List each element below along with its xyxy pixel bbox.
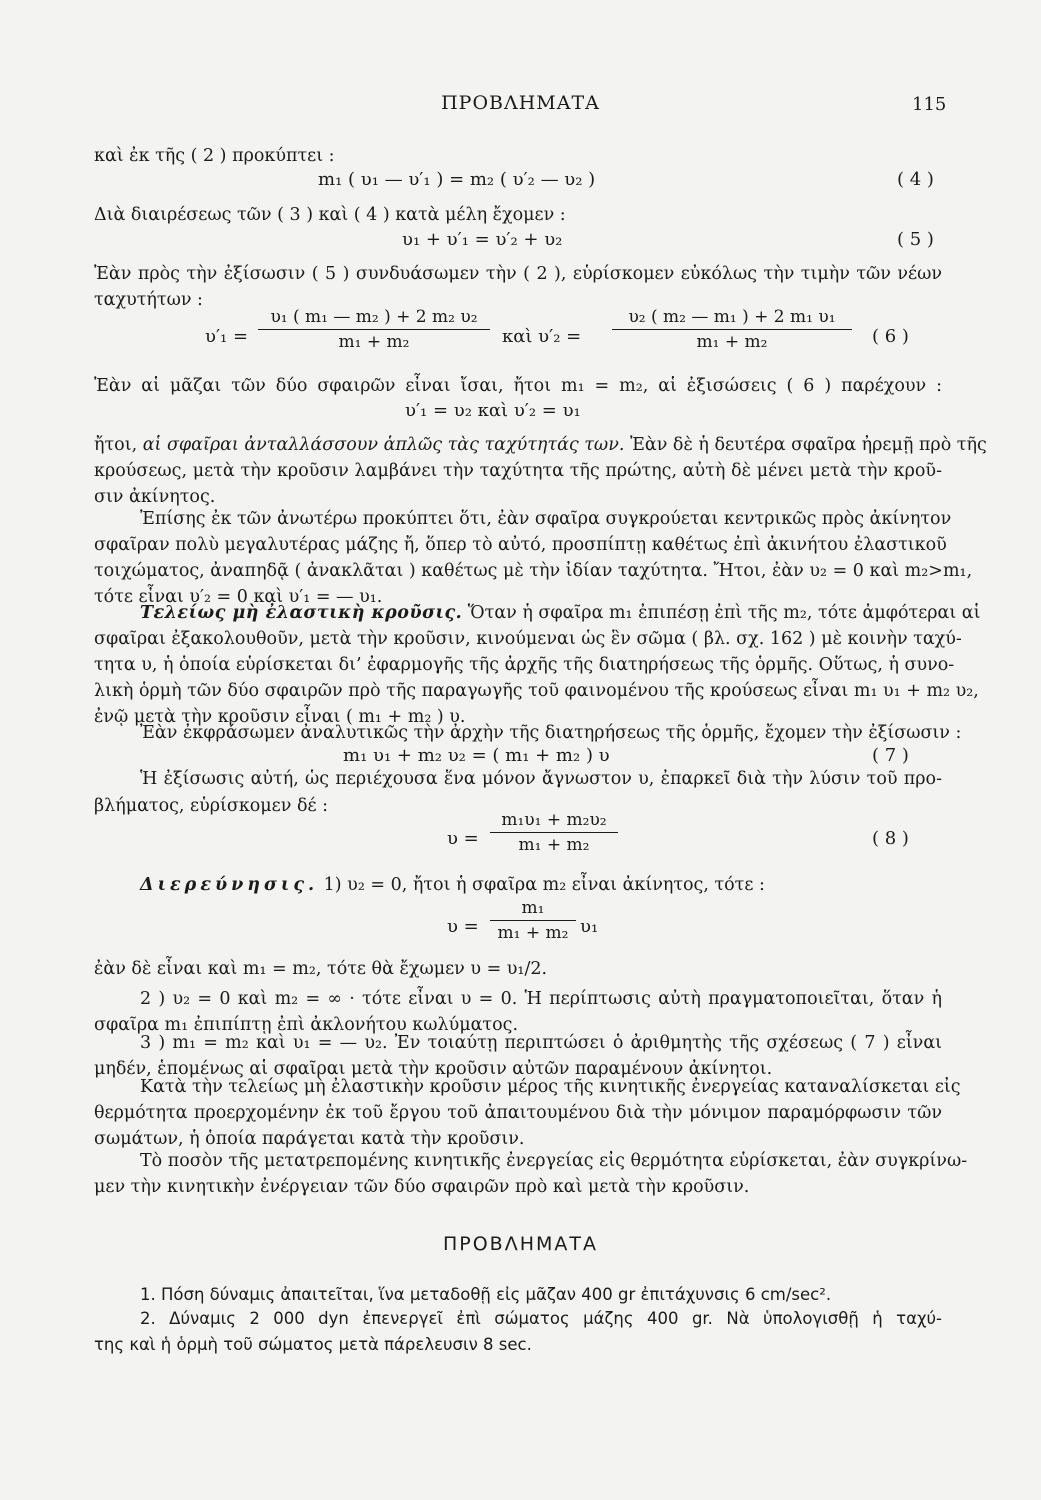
text-line: λικὴ ὁρμὴ τῶν δύο σφαιρῶν πρὸ τῆς παραγωγῆς τοῦ φαινομένου τῆς κρούσεως εἶναι m₁ υ₁ + m₂ υ₂, [94, 681, 979, 701]
text-line: σωμάτων, ἡ ὁποία παράγεται κατὰ τὴν κροῦσιν. [94, 1129, 525, 1149]
text-line: καὶ ἐκ τῆς ( 2 ) προκύπτει : [94, 146, 335, 166]
section-heading: Διερεύνησις. [140, 875, 319, 895]
equation-9-lhs: υ = [447, 916, 479, 937]
page-number: 115 [912, 94, 947, 115]
equation-number: ( 4 ) [897, 169, 934, 190]
text-line: σφαῖραι ἐξακολουθοῦν, μετὰ τὴν κροῦσιν, κινούμεναι ὡς ἓν σῶμα ( βλ. σχ. 162 ) μὲ κοινὴν ταχύ- [94, 629, 962, 649]
text-line: Διερεύνησις. 1) υ₂ = 0, ἤτοι ἡ σφαῖρα m₂ εἶναι ἀκίνητος, τότε : [140, 875, 765, 895]
problem-2: 2. Δύναμις 2 000 dyn ἐπενεργεῖ ἐπὶ σώματος μάζης 400 gr. Νὰ ὑπολογισθῇ ἡ ταχύ- [140, 1309, 942, 1328]
equation-equal-masses: υ′₁ = υ₂ καὶ υ′₂ = υ₁ [405, 400, 581, 421]
text-line: Ἐὰν πρὸς τὴν ἐξίσωσιν ( 5 ) συνδυάσωμεν τὴν ( 2 ), εὑρίσκομεν εὐκόλως τὴν τιμὴν τῶν νέων [94, 264, 942, 284]
equation-8-fraction [490, 810, 618, 855]
equation-number: ( 7 ) [872, 745, 909, 766]
equation-number: ( 6 ) [872, 326, 909, 347]
problems-heading: ΠΡΟΒΛΗΜΑΤΑ [442, 1233, 598, 1255]
text-line: 3 ) m₁ = m₂ καὶ υ₁ = — υ₂. Ἐν τοιαύτῃ περιπτώσει ὁ ἀριθμητὴς τῆς σχέσεως ( 7 ) εἶναι [140, 1033, 942, 1053]
text-line: σιν ἀκίνητος. [94, 487, 216, 507]
text-line: Διὰ διαιρέσεως τῶν ( 3 ) καὶ ( 4 ) κατὰ μέλη ἔχομεν : [94, 205, 566, 225]
text-line: μεν τὴν κινητικὴν ἐνέργειαν τῶν δύο σφαιρῶν πρὸ καὶ μετὰ τὴν κροῦσιν. [94, 1177, 750, 1197]
equation-9-fraction [490, 898, 576, 943]
equation-number: ( 8 ) [872, 828, 909, 849]
running-header-title: ΠΡΟΒΛΗΜΑΤΑ [441, 92, 600, 114]
text-line: 2 ) υ₂ = 0 καὶ m₂ = ∞ · τότε εἶναι υ = 0. Ἡ περίπτωσις αὐτὴ πραγματοποιεῖται, ὅταν ἡ [140, 989, 942, 1009]
text-line: μηδέν, ἑπομένως αἱ σφαῖραι μετὰ τὴν κροῦσιν αὐτῶν παραμένουν ἀκίνητοι. [94, 1059, 773, 1079]
problem-1: 1. Πόση δύναμις ἀπαιτεῖται, ἵνα μεταδοθῇ εἰς μᾶζαν 400 gr ἐπιτάχυνσις 6 cm/sec². [140, 1285, 832, 1304]
fraction-numerator: m₁υ₁ + m₂υ₂ [490, 810, 618, 833]
text-line: βλήματος, εὑρίσκομεν δέ : [94, 796, 329, 816]
text-line: σφαῖρα m₁ ἐπιπίπτῃ ἐπὶ ἀκλονήτου κωλύματος. [94, 1015, 519, 1035]
equation-6-lhs: υ′₁ = [205, 326, 249, 347]
text-line: ἤτοι, αἱ σφαῖραι ἀνταλλάσσουν ἁπλῶς τὰς ταχύτητάς των. Ἐὰν δὲ ἡ δευτέρα σφαῖρα ἠρεμῇ πρὸ τῆς [94, 435, 987, 455]
text-line: θερμότητα προερχομένην ἐκ τοῦ ἔργου τοῦ ἀπαιτουμένου διὰ τὴν μόνιμον παραμόρφωσιν τῶν [94, 1103, 942, 1123]
text-line: ταχυτήτων : [94, 290, 203, 310]
text-line: Ἐὰν ἐκφράσωμεν ἀναλυτικῶς τὴν ἀρχὴν τῆς διατηρήσεως τῆς ὁρμῆς, ἔχομεν τὴν ἐξίσωσιν : [140, 723, 962, 743]
text-line: Κατὰ τὴν τελείως μὴ ἐλαστικὴν κροῦσιν μέρος τῆς κινητικῆς ἐνεργείας καταναλίσκεται εἰς [140, 1077, 961, 1097]
italic-phrase: αἱ σφαῖραι ἀνταλλάσσουν ἁπλῶς τὰς ταχύτητάς των. [142, 435, 625, 455]
equation-number: ( 5 ) [897, 229, 934, 250]
text-line: σφαῖραν πολὺ μεγαλυτέρας μάζης ἤ, ὅπερ τὸ αὐτό, προσπίπτῃ καθέτως ἐπὶ ἀκινήτου ἐλαστικοῦ [94, 535, 947, 555]
equation-6-middle: καὶ υ′₂ = [502, 326, 582, 347]
equation-5: υ₁ + υ′₁ = υ′₂ + υ₂ [402, 229, 563, 250]
fraction-numerator: m₁ [490, 898, 576, 921]
text-line: τητα υ, ἡ ὁποία εὑρίσκεται δι’ ἐφαρμογῆς τῆς ἀρχῆς τῆς διατηρήσεως τῆς ὁρμῆς. Οὕτως, ἡ συνο- [94, 655, 955, 675]
fraction-denominator: m₁ + m₂ [338, 332, 410, 352]
text-line: κρούσεως, μετὰ τὴν κροῦσιν λαμβάνει τὴν ταχύτητα τῆς πρώτης, αὐτὴ δὲ μένει μετὰ τὴν κροῦ- [94, 461, 942, 481]
text-line: Ἐπίσης ἐκ τῶν ἀνωτέρω προκύπτει ὅτι, ἐὰν σφαῖρα συγκρούεται κεντρικῶς πρὸς ἀκίνητον [140, 509, 952, 529]
text-line: Τὸ ποσὸν τῆς μετατρεπομένης κινητικῆς ἐνεργείας εἰς θερμότητα εὑρίσκεται, ἐὰν συγκρίνω- [140, 1151, 968, 1171]
equation-6-fraction-1 [258, 307, 490, 352]
fraction-numerator: υ₁ ( m₁ — m₂ ) + 2 m₂ υ₂ [258, 307, 490, 330]
equation-6-fraction-2 [612, 307, 852, 352]
text-line: ἐνῷ μετὰ τὴν κροῦσιν εἶναι ( m₁ + m₂ ) υ. [94, 707, 466, 727]
fraction-denominator: m₁ + m₂ [497, 923, 569, 943]
section-heading: Τελείως μὴ ἐλαστικὴ κροῦσις. [140, 603, 463, 623]
text-line: ἐὰν δὲ εἶναι καὶ m₁ = m₂, τότε θὰ ἔχωμεν υ = υ₁/2. [94, 959, 548, 979]
text-line: τοιχώματος, ἀναπηδᾷ ( ἀνακλᾶται ) καθέτως μὲ τὴν ἰδίαν ταχύτητα. Ἤτοι, ἐὰν υ₂ = 0 καὶ m₂>m₁, [94, 561, 973, 581]
equation-9-rhs: υ₁ [580, 916, 599, 937]
fraction-denominator: m₁ + m₂ [518, 835, 590, 855]
equation-8-lhs: υ = [447, 828, 479, 849]
equation-4: m₁ ( υ₁ — υ′₁ ) = m₂ ( υ′₂ — υ₂ ) [318, 169, 596, 190]
problem-2-continued: της καὶ ἡ ὁρμὴ τοῦ σώματος μετὰ πάρελευσιν 8 sec. [94, 1335, 532, 1354]
equation-7: m₁ υ₁ + m₂ υ₂ = ( m₁ + m₂ ) υ [343, 745, 610, 766]
fraction-denominator: m₁ + m₂ [696, 332, 768, 352]
text-line: Τελείως μὴ ἐλαστικὴ κροῦσις. Ὅταν ἡ σφαῖρα m₁ ἐπιπέσῃ ἐπὶ τῆς m₂, τότε ἀμφότεραι αἱ [140, 603, 981, 623]
text-line: Ἡ ἐξίσωσις αὐτή, ὡς περιέχουσα ἕνα μόνον ἄγνωστον υ, ἐπαρκεῖ διὰ τὴν λύσιν τοῦ προ- [140, 769, 942, 789]
fraction-numerator: υ₂ ( m₂ — m₁ ) + 2 m₁ υ₁ [612, 307, 852, 330]
text-line: τότε εἶναι υ′₂ = 0 καὶ υ′₁ = — υ₁. [94, 587, 383, 607]
text-line: Ἐὰν αἱ μᾶζαι τῶν δύο σφαιρῶν εἶναι ἴσαι, ἤτοι m₁ = m₂, αἱ ἐξισώσεις ( 6 ) παρέχουν : [94, 376, 942, 396]
